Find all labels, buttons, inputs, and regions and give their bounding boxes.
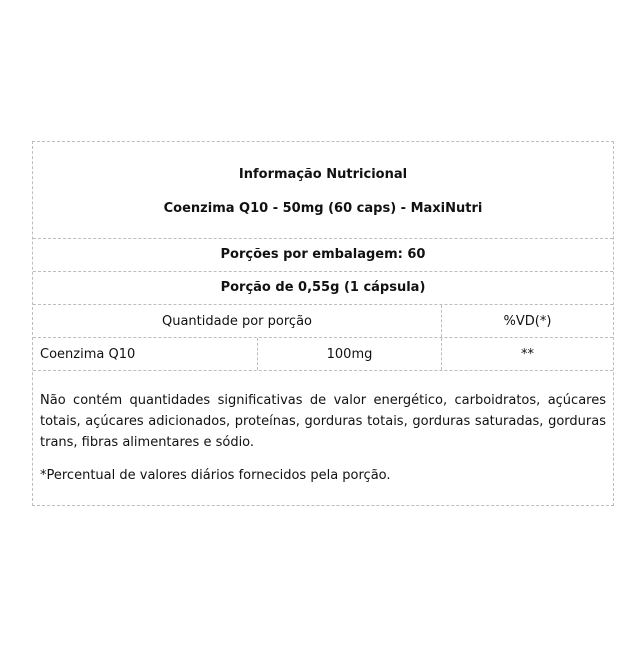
serving-size: Porção de 0,55g (1 cápsula) — [33, 272, 613, 305]
servings-per-package: Porções por embalagem: 60 — [33, 239, 613, 272]
nutrient-amount: 100mg — [258, 338, 442, 370]
nutrition-facts-panel — [32, 141, 614, 506]
table-header-row — [33, 305, 613, 338]
vd-footnote: *Percentual de valores diários fornecidos pela porção. — [40, 468, 391, 483]
table-row — [33, 338, 613, 371]
header-vd: %VD(*) — [503, 313, 552, 329]
nutrient-name: Coenzima Q10 — [33, 338, 258, 370]
header-section — [33, 142, 613, 239]
nutrient-vd: ** — [521, 346, 534, 362]
product-name: Coenzima Q10 - 50mg (60 caps) - MaxiNutri — [163, 201, 483, 216]
nutrition-title: Informação Nutricional — [238, 167, 408, 182]
not-significant-note: Não contém quantidades significativas de valor energético, carboidratos, açúcares totais, açúcares adicionados, proteínas, gorduras totais, gorduras saturadas, gorduras trans, fibras alimentares e sódio. — [40, 393, 606, 450]
header-quantity: Quantidade por porção — [33, 305, 442, 337]
